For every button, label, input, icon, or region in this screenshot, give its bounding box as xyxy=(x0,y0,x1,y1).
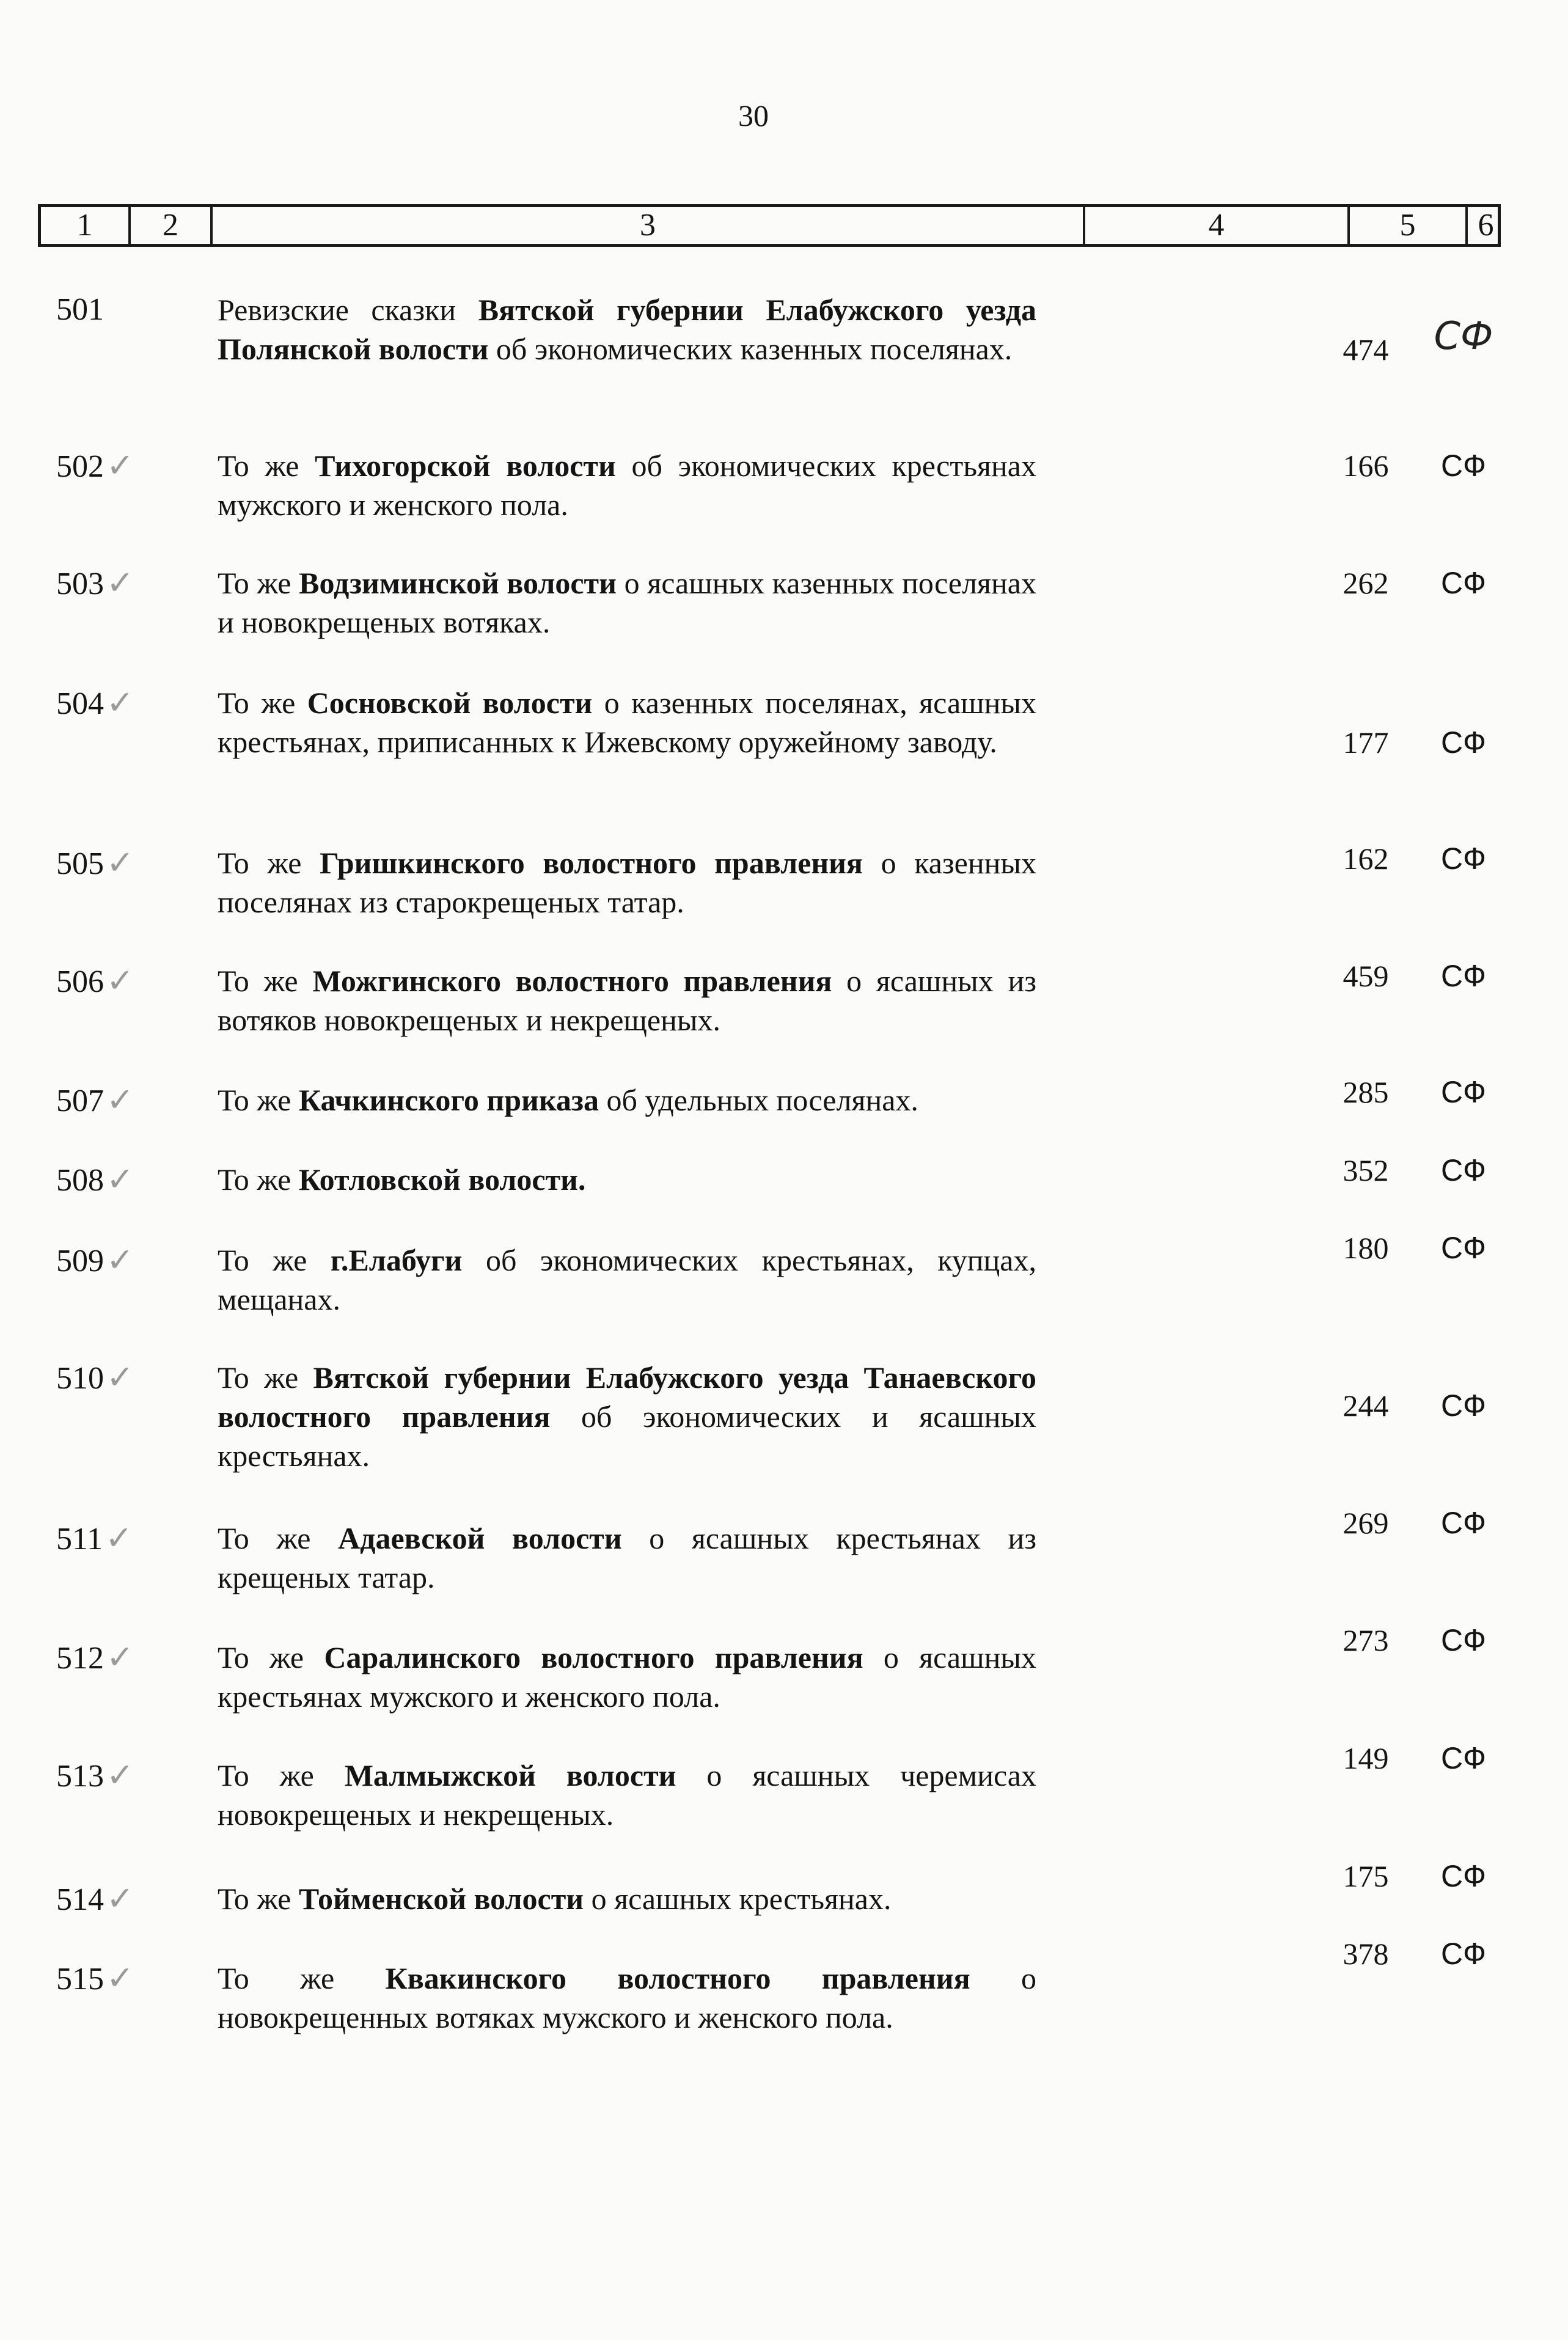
entry-description-text: о казенных поселянах, ясашных крестьянах, приписанных к Ижевскому оружейному заводу. xyxy=(218,686,1036,759)
entry-description-text: То же xyxy=(218,1961,386,1995)
check-mark-icon: ✓ xyxy=(106,1358,134,1396)
entry-fund: СФ xyxy=(1440,842,1487,876)
check-mark-icon: ✓ xyxy=(105,1519,133,1557)
check-mark-icon: ✓ xyxy=(106,1959,134,1997)
entry-description-bold: Качкинского приказа xyxy=(298,1083,599,1117)
entry-description-text: То же xyxy=(218,1882,299,1916)
header-col-4: 4 xyxy=(1083,207,1347,244)
entry-description-bold: Тойменской волости xyxy=(298,1882,584,1916)
entry-description-bold: Вятской губернии Елабужского уезда Танаевского волостного правления xyxy=(218,1360,1036,1434)
entry-number xyxy=(56,843,134,884)
entry-description-text: То же xyxy=(218,449,315,483)
entry-number xyxy=(56,1160,134,1200)
check-mark-icon: ✓ xyxy=(106,1080,134,1119)
entry-description xyxy=(218,290,1036,369)
entry-sheet-count: 177 xyxy=(1343,725,1389,760)
entry-number-text: 515 xyxy=(56,1962,104,1997)
entry-description xyxy=(218,1879,1036,1918)
entry-fund: СФ xyxy=(1434,314,1493,358)
entry-sheet-count: 262 xyxy=(1343,566,1389,600)
entry-fund: СФ xyxy=(1440,449,1487,483)
entry-description-text: То же xyxy=(218,566,299,600)
entry-description-bold: Гришкинского волостного правления xyxy=(320,846,863,880)
entry-number-text: 510 xyxy=(56,1361,104,1396)
entry-description-bold: Сосновской волости xyxy=(307,686,593,720)
check-mark-icon: ✓ xyxy=(106,1160,134,1198)
entry-description-text: То же xyxy=(218,1162,299,1197)
entry-fund: СФ xyxy=(1440,1741,1487,1775)
entry-number-text: 505 xyxy=(56,846,104,881)
entry-fund: СФ xyxy=(1440,1506,1487,1540)
entry-sheet-count: 378 xyxy=(1343,1937,1389,1971)
entry-description-bold: Котловской волости. xyxy=(298,1162,586,1197)
entry-description-bold: Тихогорской волости xyxy=(315,449,616,483)
entry-fund: СФ xyxy=(1440,1859,1487,1893)
entry-number-text: 503 xyxy=(56,567,104,601)
entry-sheet-count: 149 xyxy=(1343,1741,1389,1775)
entry-sheet-count: 269 xyxy=(1343,1506,1389,1540)
entry-description-text: То же xyxy=(218,1243,331,1277)
entry-number xyxy=(56,290,104,329)
entry-sheet-count: 166 xyxy=(1343,449,1389,483)
entry-description xyxy=(218,1080,1036,1120)
entry-description-text: об экономических крестьянах, купцах, мещанах. xyxy=(218,1243,1036,1316)
entry-description-text: о ясашных черемисах новокрещеных и некрещеных. xyxy=(218,1758,1036,1832)
entry-description-text: об экономических крестьянах мужского и женского пола. xyxy=(218,449,1036,522)
entry-description-bold: Адаевской волости xyxy=(338,1521,622,1555)
page-number: 30 xyxy=(738,98,769,133)
entry-description xyxy=(218,563,1036,642)
entry-sheet-count: 474 xyxy=(1343,332,1389,367)
entry-number-text: 513 xyxy=(56,1759,104,1794)
header-col-5: 5 xyxy=(1347,207,1465,244)
entry-description-text: о ясашных крестьянах из крещеных татар. xyxy=(218,1521,1036,1594)
entry-description-text: об удельных поселянах. xyxy=(598,1083,918,1117)
header-col-3: 3 xyxy=(210,207,1083,244)
entry-fund: СФ xyxy=(1440,1075,1487,1109)
entry-description xyxy=(218,1638,1036,1716)
check-mark-icon: ✓ xyxy=(106,1756,134,1794)
check-mark-icon: ✓ xyxy=(106,1879,134,1918)
entry-fund: СФ xyxy=(1440,1153,1487,1187)
entry-number xyxy=(56,1756,134,1796)
entry-description xyxy=(218,1756,1036,1834)
entry-number xyxy=(56,1959,134,1999)
entry-fund: СФ xyxy=(1440,1623,1487,1657)
entry-number xyxy=(56,1519,133,1559)
entry-description-text: Ревизские сказки xyxy=(218,293,478,327)
entry-sheet-count: 175 xyxy=(1343,1859,1389,1893)
entry-number-text: 514 xyxy=(56,1882,104,1917)
entry-number-text: 502 xyxy=(56,449,104,484)
entry-description-text: То же xyxy=(218,964,313,998)
entry-number-text: 504 xyxy=(56,686,104,721)
entry-description-bold: Квакинского волостного правления xyxy=(385,1961,970,1995)
entry-fund: СФ xyxy=(1440,1388,1487,1423)
entry-description-text: о казенных поселянах из старокрещеных татар. xyxy=(218,846,1036,919)
entry-description xyxy=(218,1160,1036,1199)
entry-description-text: о ясашных из вотяков новокрещеных и некрещеных. xyxy=(218,964,1036,1037)
entry-fund: СФ xyxy=(1440,959,1487,993)
entry-description xyxy=(218,1519,1036,1597)
entry-description xyxy=(218,1241,1036,1319)
header-col-2: 2 xyxy=(128,207,210,244)
entry-number xyxy=(56,1879,134,1920)
entry-number-text: 506 xyxy=(56,964,104,999)
entry-sheet-count: 459 xyxy=(1343,959,1389,993)
entry-number xyxy=(56,563,134,604)
entry-description-bold: Малмыжской волости xyxy=(344,1758,676,1792)
entry-fund: СФ xyxy=(1440,566,1487,600)
entry-description-text: То же xyxy=(218,1758,345,1792)
entry-description-bold: Можгинского волостного правления xyxy=(312,964,832,998)
entry-description xyxy=(218,961,1036,1040)
entry-sheet-count: 273 xyxy=(1343,1623,1389,1657)
check-mark-icon: ✓ xyxy=(106,1241,134,1279)
entry-number xyxy=(56,1241,134,1281)
entry-number xyxy=(56,1080,134,1121)
entry-number-text: 509 xyxy=(56,1244,104,1278)
check-mark-icon: ✓ xyxy=(106,1638,134,1676)
entry-description-text: об экономических казенных поселянах. xyxy=(488,332,1013,366)
entry-description-text: То же xyxy=(218,846,320,880)
entry-description xyxy=(218,1959,1036,2037)
entry-description xyxy=(218,843,1036,922)
entry-description-text: об экономических и ясашных крестьянах. xyxy=(218,1399,1036,1473)
entry-number xyxy=(56,683,134,724)
entry-number xyxy=(56,1638,134,1678)
entry-sheet-count: 244 xyxy=(1343,1388,1389,1423)
entry-description-text: о ясашных крестьянах. xyxy=(584,1882,892,1916)
header-col-6: 6 xyxy=(1465,207,1504,244)
entry-description-bold: Вятской губернии Елабужского уезда Полянской волости xyxy=(218,293,1036,366)
entry-description xyxy=(218,683,1036,761)
check-mark-icon: ✓ xyxy=(106,961,134,1000)
entry-description-text: То же xyxy=(218,1083,299,1117)
entry-number-text: 511 xyxy=(56,1522,103,1557)
entry-description-bold: Саралинского волостного правления xyxy=(324,1640,863,1674)
check-mark-icon: ✓ xyxy=(106,683,134,722)
entry-description-text: о ясашных крестьянах мужского и женского пола. xyxy=(218,1640,1036,1714)
entry-description-text: То же xyxy=(218,1640,324,1674)
entry-description-text: То же xyxy=(218,1360,313,1395)
entry-fund: СФ xyxy=(1440,1231,1487,1265)
entry-description xyxy=(218,446,1036,524)
entry-number xyxy=(56,1358,134,1398)
entry-fund: СФ xyxy=(1440,725,1487,760)
entry-number xyxy=(56,446,134,486)
entry-description-bold: г.Елабуги xyxy=(330,1243,463,1277)
entry-sheet-count: 180 xyxy=(1343,1231,1389,1265)
entry-number-text: 512 xyxy=(56,1641,104,1676)
entry-description-bold: Водзиминской волости xyxy=(299,566,617,600)
entry-sheet-count: 162 xyxy=(1343,842,1389,876)
entry-description-text: То же xyxy=(218,1521,339,1555)
entry-description-text: о ясашных казенных поселянах и новокрещеных вотяках. xyxy=(218,566,1036,639)
entry-fund: СФ xyxy=(1440,1937,1487,1971)
check-mark-icon: ✓ xyxy=(106,446,134,485)
entry-sheet-count: 285 xyxy=(1343,1075,1389,1109)
entry-description-text: о новокрещенных вотяках мужского и женского пола. xyxy=(218,1961,1036,2034)
entry-number-text: 508 xyxy=(56,1163,104,1198)
entry-sheet-count: 352 xyxy=(1343,1153,1389,1187)
check-mark-icon: ✓ xyxy=(106,563,134,602)
entry-description-text: То же xyxy=(218,686,307,720)
entry-number xyxy=(56,961,134,1002)
entry-number-text: 507 xyxy=(56,1084,104,1118)
check-mark-icon: ✓ xyxy=(106,843,134,882)
entry-description xyxy=(218,1358,1036,1475)
header-col-1: 1 xyxy=(76,208,93,243)
entry-number-text: 501 xyxy=(56,292,104,327)
